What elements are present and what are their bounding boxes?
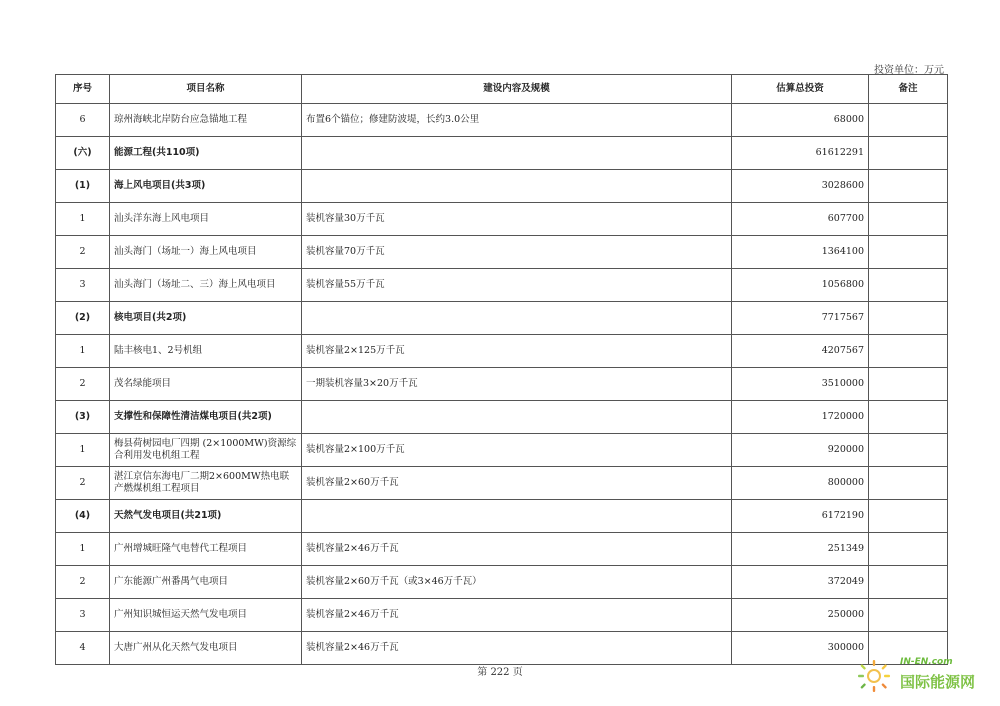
watermark-en: IN-EN.com bbox=[900, 657, 953, 667]
cell-content-scale: 装机容量30万千瓦 bbox=[302, 203, 732, 236]
cell-content-scale bbox=[302, 302, 732, 335]
cell-total-investment: 4207567 bbox=[732, 335, 869, 368]
cell-index: (六) bbox=[56, 137, 110, 170]
cell-total-investment: 251349 bbox=[732, 533, 869, 566]
cell-index: 2 bbox=[56, 566, 110, 599]
cell-total-investment: 250000 bbox=[732, 599, 869, 632]
cell-project-name: 天然气发电项目(共21项) bbox=[110, 500, 302, 533]
cell-remarks bbox=[869, 434, 948, 467]
cell-total-investment: 3510000 bbox=[732, 368, 869, 401]
cell-content-scale bbox=[302, 401, 732, 434]
cell-content-scale: 一期装机容量3×20万千瓦 bbox=[302, 368, 732, 401]
table-row bbox=[56, 599, 948, 632]
cell-index: 3 bbox=[56, 599, 110, 632]
cell-index: 2 bbox=[56, 467, 110, 500]
table-row bbox=[56, 203, 948, 236]
cell-remarks bbox=[869, 467, 948, 500]
cell-content-scale: 装机容量55万千瓦 bbox=[302, 269, 732, 302]
header-content-scale: 建设内容及规模 bbox=[302, 75, 732, 104]
watermark-cn: 国际能源网 bbox=[900, 673, 976, 691]
table-row bbox=[56, 467, 948, 500]
cell-index: 6 bbox=[56, 104, 110, 137]
category-row bbox=[56, 401, 948, 434]
cell-index: 1 bbox=[56, 203, 110, 236]
cell-project-name: 广东能源广州番禺气电项目 bbox=[110, 566, 302, 599]
cell-project-name: 大唐广州从化天然气发电项目 bbox=[110, 632, 302, 665]
table-row bbox=[56, 368, 948, 401]
cell-total-investment: 3028600 bbox=[732, 170, 869, 203]
cell-content-scale: 装机容量2×60万千瓦 bbox=[302, 467, 732, 500]
table-row bbox=[56, 104, 948, 137]
header-project-name: 项目名称 bbox=[110, 75, 302, 104]
cell-content-scale: 装机容量70万千瓦 bbox=[302, 236, 732, 269]
cell-remarks bbox=[869, 335, 948, 368]
cell-total-investment: 61612291 bbox=[732, 137, 869, 170]
cell-content-scale: 装机容量2×125万千瓦 bbox=[302, 335, 732, 368]
cell-project-name: 能源工程(共110项) bbox=[110, 137, 302, 170]
category-row bbox=[56, 170, 948, 203]
cell-total-investment: 607700 bbox=[732, 203, 869, 236]
investment-unit-note: 投资单位：万元 bbox=[874, 65, 944, 76]
table-row bbox=[56, 533, 948, 566]
cell-project-name: 湛江京信东海电厂二期2×600MW热电联产燃煤机组工程项目 bbox=[110, 467, 302, 500]
cell-content-scale bbox=[302, 500, 732, 533]
cell-remarks bbox=[869, 302, 948, 335]
cell-index: (4) bbox=[56, 500, 110, 533]
header-total-investment: 估算总投资 bbox=[732, 75, 869, 104]
cell-project-name: 广州知识城恒运天然气发电项目 bbox=[110, 599, 302, 632]
table-row bbox=[56, 335, 948, 368]
cell-total-investment: 800000 bbox=[732, 467, 869, 500]
cell-remarks bbox=[869, 533, 948, 566]
cell-project-name: 茂名绿能项目 bbox=[110, 368, 302, 401]
category-row bbox=[56, 137, 948, 170]
cell-remarks bbox=[869, 236, 948, 269]
cell-index: 1 bbox=[56, 533, 110, 566]
cell-project-name: 广州增城旺隆气电替代工程项目 bbox=[110, 533, 302, 566]
header-index: 序号 bbox=[56, 75, 110, 104]
cell-index: (3) bbox=[56, 401, 110, 434]
project-table bbox=[55, 74, 948, 665]
cell-index: 1 bbox=[56, 335, 110, 368]
table-header-row bbox=[56, 75, 948, 104]
category-row bbox=[56, 302, 948, 335]
cell-content-scale: 装机容量2×46万千瓦 bbox=[302, 632, 732, 665]
cell-remarks bbox=[869, 137, 948, 170]
cell-total-investment: 1364100 bbox=[732, 236, 869, 269]
cell-content-scale: 装机容量2×100万千瓦 bbox=[302, 434, 732, 467]
cell-project-name: 海上风电项目(共3项) bbox=[110, 170, 302, 203]
cell-project-name: 陆丰核电1、2号机组 bbox=[110, 335, 302, 368]
cell-project-name: 核电项目(共2项) bbox=[110, 302, 302, 335]
cell-index: (2) bbox=[56, 302, 110, 335]
cell-project-name: 琼州海峡北岸防台应急锚地工程 bbox=[110, 104, 302, 137]
cell-total-investment: 920000 bbox=[732, 434, 869, 467]
cell-project-name: 汕头洋东海上风电项目 bbox=[110, 203, 302, 236]
cell-index: 1 bbox=[56, 434, 110, 467]
table-row bbox=[56, 236, 948, 269]
table-row bbox=[56, 632, 948, 665]
cell-remarks bbox=[869, 368, 948, 401]
cell-content-scale bbox=[302, 170, 732, 203]
table-body bbox=[56, 104, 948, 665]
cell-project-name: 支撑性和保障性清洁煤电项目(共2项) bbox=[110, 401, 302, 434]
category-row bbox=[56, 500, 948, 533]
cell-index: 3 bbox=[56, 269, 110, 302]
cell-total-investment: 68000 bbox=[732, 104, 869, 137]
cell-content-scale bbox=[302, 137, 732, 170]
cell-content-scale: 装机容量2×46万千瓦 bbox=[302, 599, 732, 632]
cell-project-name: 汕头海门（场址一）海上风电项目 bbox=[110, 236, 302, 269]
cell-total-investment: 6172190 bbox=[732, 500, 869, 533]
cell-index: 4 bbox=[56, 632, 110, 665]
cell-remarks bbox=[869, 500, 948, 533]
header-remarks: 备注 bbox=[869, 75, 948, 104]
cell-index: 2 bbox=[56, 368, 110, 401]
cell-total-investment: 1056800 bbox=[732, 269, 869, 302]
cell-content-scale: 装机容量2×46万千瓦 bbox=[302, 533, 732, 566]
cell-content-scale: 装机容量2×60万千瓦（或3×46万千瓦） bbox=[302, 566, 732, 599]
cell-total-investment: 372049 bbox=[732, 566, 869, 599]
cell-total-investment: 1720000 bbox=[732, 401, 869, 434]
cell-project-name: 梅县荷树园电厂四期 (2×1000MW)资源综合利用发电机组工程 bbox=[110, 434, 302, 467]
cell-total-investment: 7717567 bbox=[732, 302, 869, 335]
cell-total-investment: 300000 bbox=[732, 632, 869, 665]
cell-project-name: 汕头海门（场址二、三）海上风电项目 bbox=[110, 269, 302, 302]
table-row bbox=[56, 566, 948, 599]
cell-content-scale: 布置6个锚位；修建防波堤，长约3.0公里 bbox=[302, 104, 732, 137]
cell-index: (1) bbox=[56, 170, 110, 203]
cell-remarks bbox=[869, 566, 948, 599]
cell-remarks bbox=[869, 104, 948, 137]
cell-remarks bbox=[869, 269, 948, 302]
cell-remarks bbox=[869, 170, 948, 203]
cell-remarks bbox=[869, 203, 948, 236]
table-row bbox=[56, 269, 948, 302]
table-row bbox=[56, 434, 948, 467]
cell-index: 2 bbox=[56, 236, 110, 269]
page-number: 第 222 页 bbox=[477, 667, 523, 678]
cell-remarks bbox=[869, 401, 948, 434]
cell-remarks bbox=[869, 599, 948, 632]
